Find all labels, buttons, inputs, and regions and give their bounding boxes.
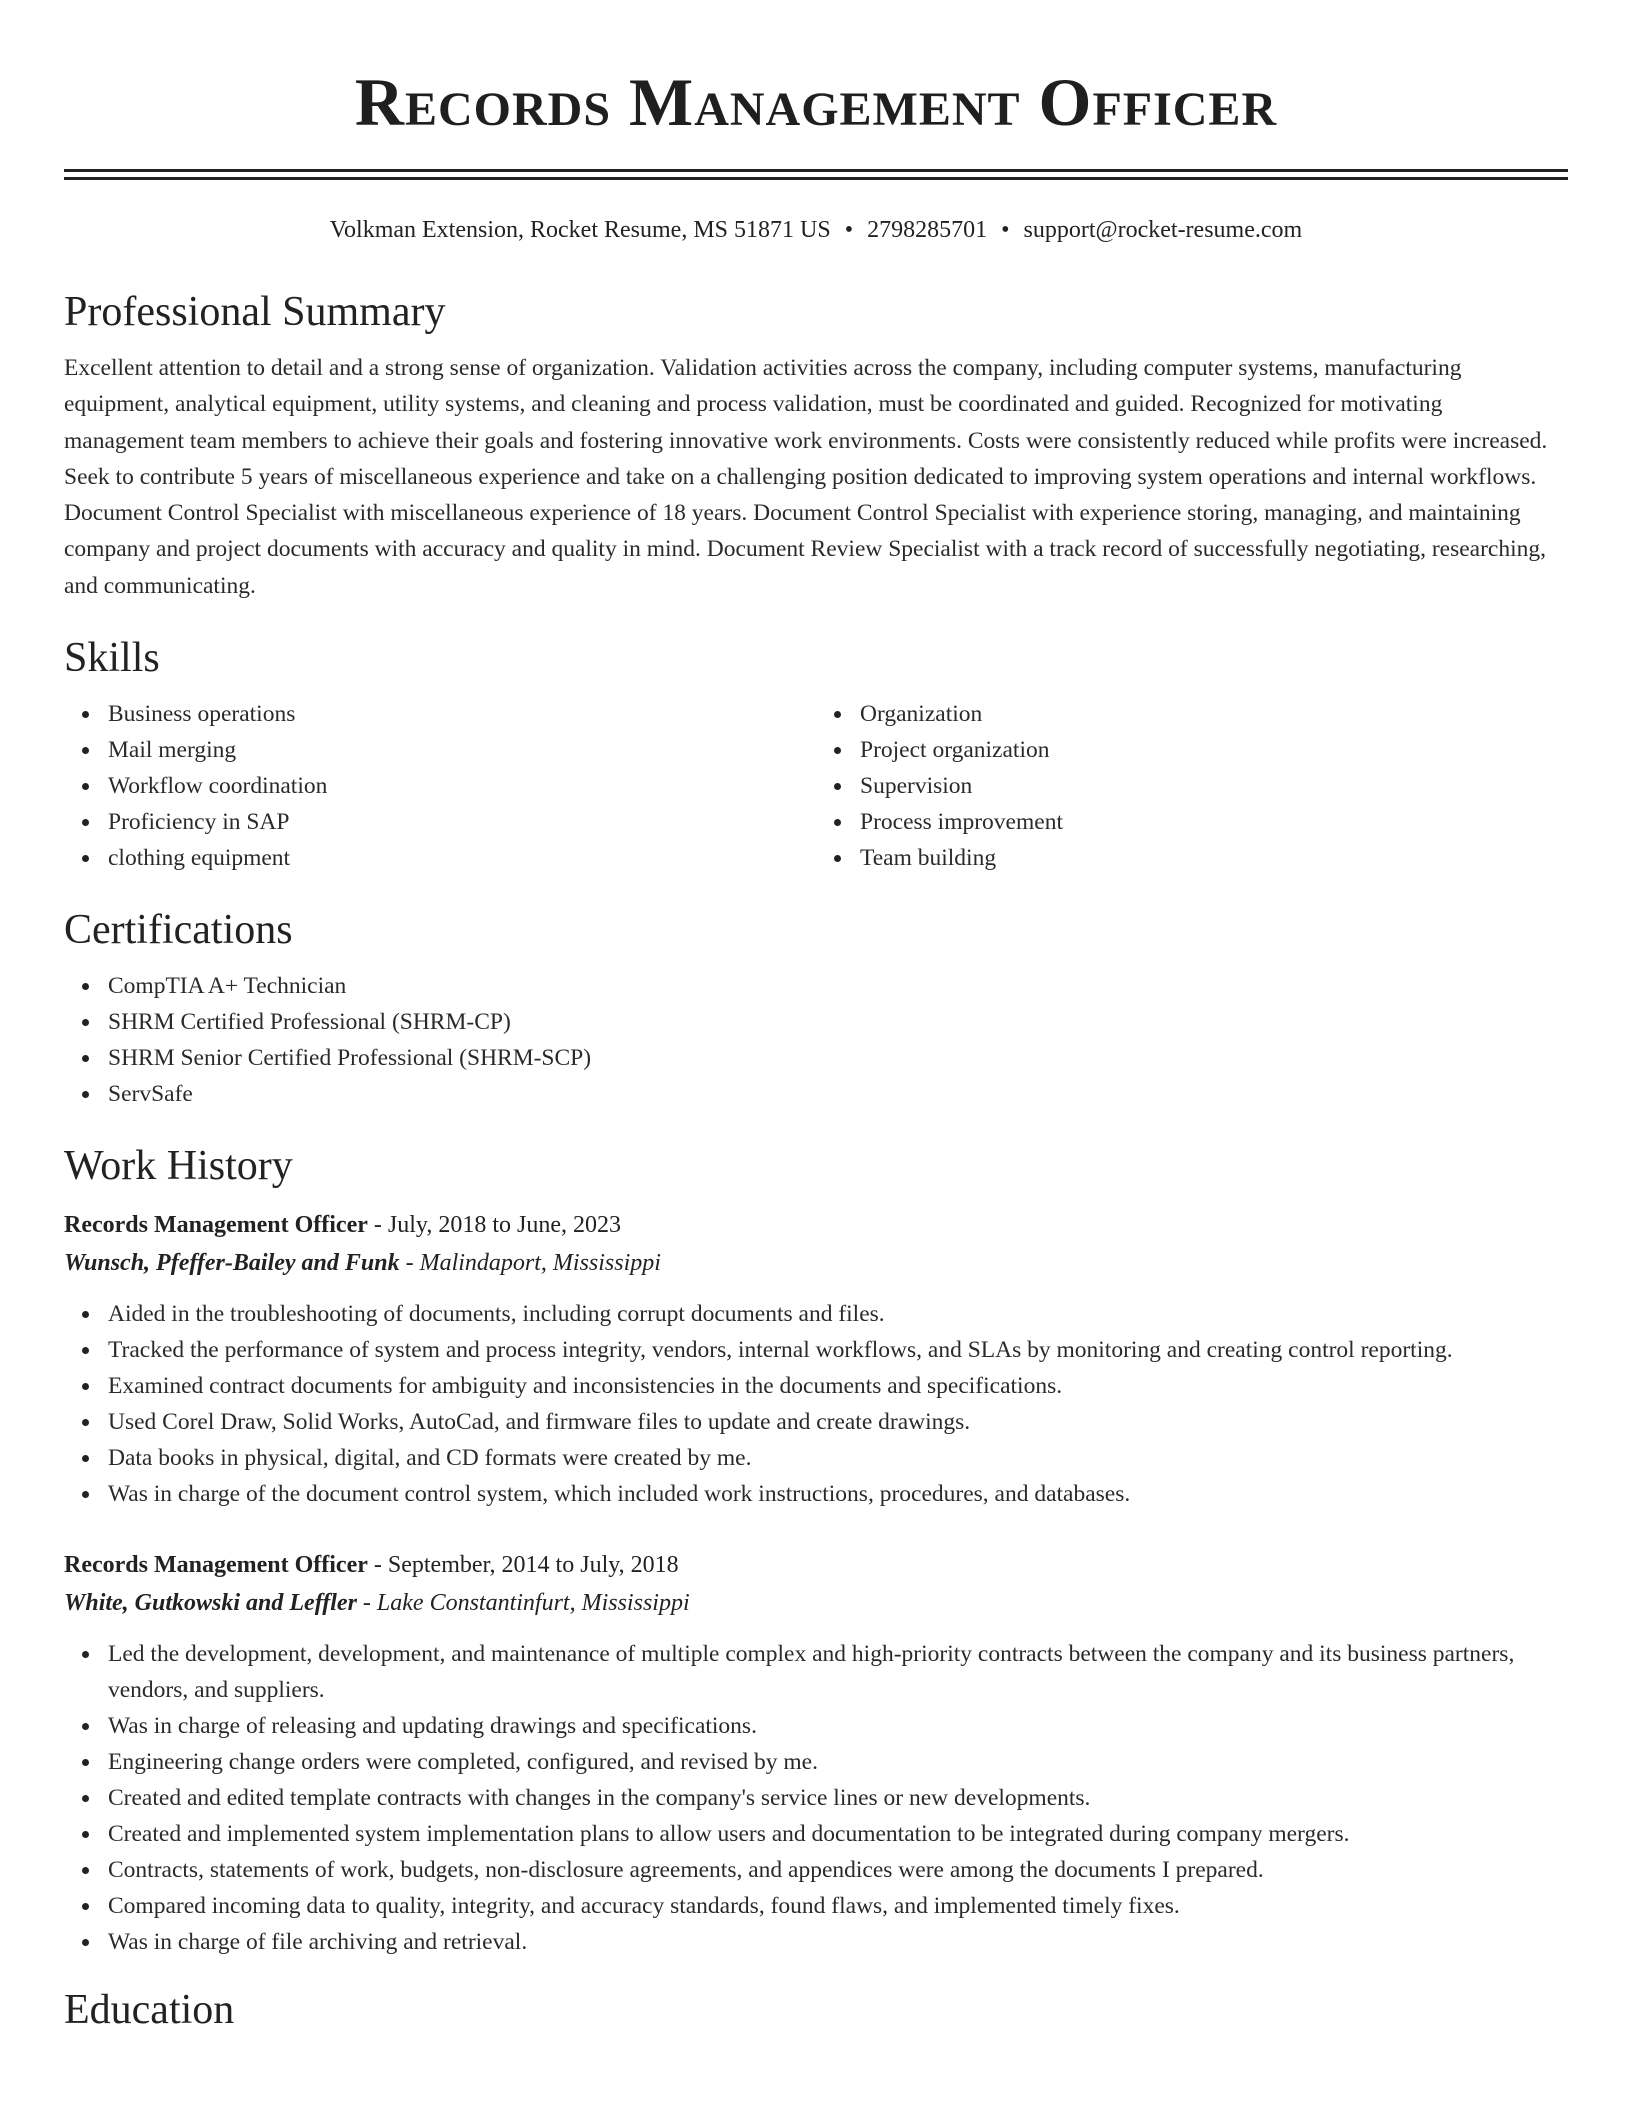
skills-columns [64,696,1568,876]
skills-list-left [64,696,816,876]
job-bullet: Was in charge of the document control system, which included work instructions, procedures, and databases. [108,1476,1568,1512]
job-title-line [64,1206,1568,1244]
job-company-line [64,1244,1568,1282]
skill-item: clothing equipment [108,840,816,876]
job-bullets [64,1296,1568,1512]
job-company: Wunsch, Pfeffer-Bailey and Funk [64,1250,400,1277]
job-bullet: Data books in physical, digital, and CD formats were created by me. [108,1440,1568,1476]
skill-item: Business operations [108,696,816,732]
job-company: White, Gutkowski and Leffler [64,1590,357,1617]
header-rule-bottom [64,177,1568,180]
certification-item: ServSafe [108,1076,1568,1112]
contact-address: Volkman Extension, Rocket Resume, MS 51871 US [329,217,831,243]
skill-item: Supervision [860,768,1568,804]
job-dates: - September, 2014 to July, 2018 [367,1552,679,1579]
job-title: Records Management Officer [64,1552,368,1579]
job-bullet: Examined contract documents for ambiguity and inconsistencies in the documents and specifications. [108,1368,1568,1404]
section-heading-work-history: Work History [64,1143,293,1190]
section-heading-education: Education [64,1987,235,2034]
skill-item: Workflow coordination [108,768,816,804]
job-dates: - July, 2018 to June, 2023 [367,1212,621,1239]
job-bullet: Created and implemented system implementation plans to allow users and documentation to be integrated during company mergers. [108,1816,1568,1852]
job-bullet: Led the development, development, and maintenance of multiple complex and high-priority contracts between the company and its business partners, vendors, and suppliers. [108,1636,1568,1708]
job-bullet: Used Corel Draw, Solid Works, AutoCad, and firmware files to update and create drawings. [108,1404,1568,1440]
section-heading-skills: Skills [64,635,160,682]
job-bullet: Compared incoming data to quality, integrity, and accuracy standards, found flaws, and implemented timely fixes. [108,1888,1568,1924]
section-heading-summary: Professional Summary [64,289,446,335]
summary-text: Excellent attention to detail and a strong sense of organization. Validation activities across the company, including computer systems, manufacturing equipment, analytical equipment, utility systems, and cleaning and process validation, must be coordinated and guided. Recognized for motivating management team members to achieve their goals and fostering innovative work environments. Costs were consistently reduced while profits were increased. Seek to contribute 5 years of miscellaneous experience and take on a challenging position dedicated to improving system operations and internal workflows. Document Control Specialist with miscellaneous experience of 18 years. Document Control Specialist with experience storing, managing, and maintaining company and project documents with accuracy and quality in mind. Document Review Specialist with a track record of successfully negotiating, researching, and communicating. [64,355,1548,599]
job-bullet: Aided in the troubleshooting of documents, including corrupt documents and files. [108,1296,1568,1332]
section-heading-certifications: Certifications [64,907,293,954]
certifications-list [64,968,1568,1112]
skills-list-right [816,696,1568,876]
job-location: - Lake Constantinfurt, Mississippi [356,1590,690,1617]
skill-item: Proficiency in SAP [108,804,816,840]
job-bullet: Contracts, statements of work, budgets, non-disclosure agreements, and appendices were among the documents I prepared. [108,1852,1568,1888]
contact-separator: • [1001,217,1010,243]
job-bullet: Was in charge of file archiving and retrieval. [108,1924,1568,1960]
job-bullet: Tracked the performance of system and process integrity, vendors, internal workflows, and SLAs by monitoring and creating control reporting. [108,1332,1568,1368]
contact-line [64,214,1568,246]
job-title: Records Management Officer [64,1212,368,1239]
certification-item: CompTIA A+ Technician [108,968,1568,1004]
skill-item: Team building [860,840,1568,876]
skill-item: Process improvement [860,804,1568,840]
contact-phone: 2798285701 [867,217,988,243]
skill-item: Project organization [860,732,1568,768]
job-title-line [64,1546,1568,1584]
job-bullet: Was in charge of releasing and updating drawings and specifications. [108,1708,1568,1744]
resume-page [64,0,1568,2036]
certification-item: SHRM Senior Certified Professional (SHRM-SCP) [108,1040,1568,1076]
certification-item: SHRM Certified Professional (SHRM-CP) [108,1004,1568,1040]
resume-title: Records Management Officer [354,64,1278,140]
contact-separator: • [844,217,854,243]
job-entry [64,1206,1568,1512]
job-bullet: Engineering change orders were completed, configured, and revised by me. [108,1744,1568,1780]
job-company-line [64,1584,1568,1622]
contact-email: support@rocket-resume.com [1023,217,1303,243]
job-location: - Malindaport, Mississippi [399,1250,661,1277]
job-bullets [64,1636,1568,1960]
skill-item: Mail merging [108,732,816,768]
job-entry [64,1546,1568,1960]
skill-item: Organization [860,696,1568,732]
job-bullet: Created and edited template contracts with changes in the company's service lines or new developments. [108,1780,1568,1816]
